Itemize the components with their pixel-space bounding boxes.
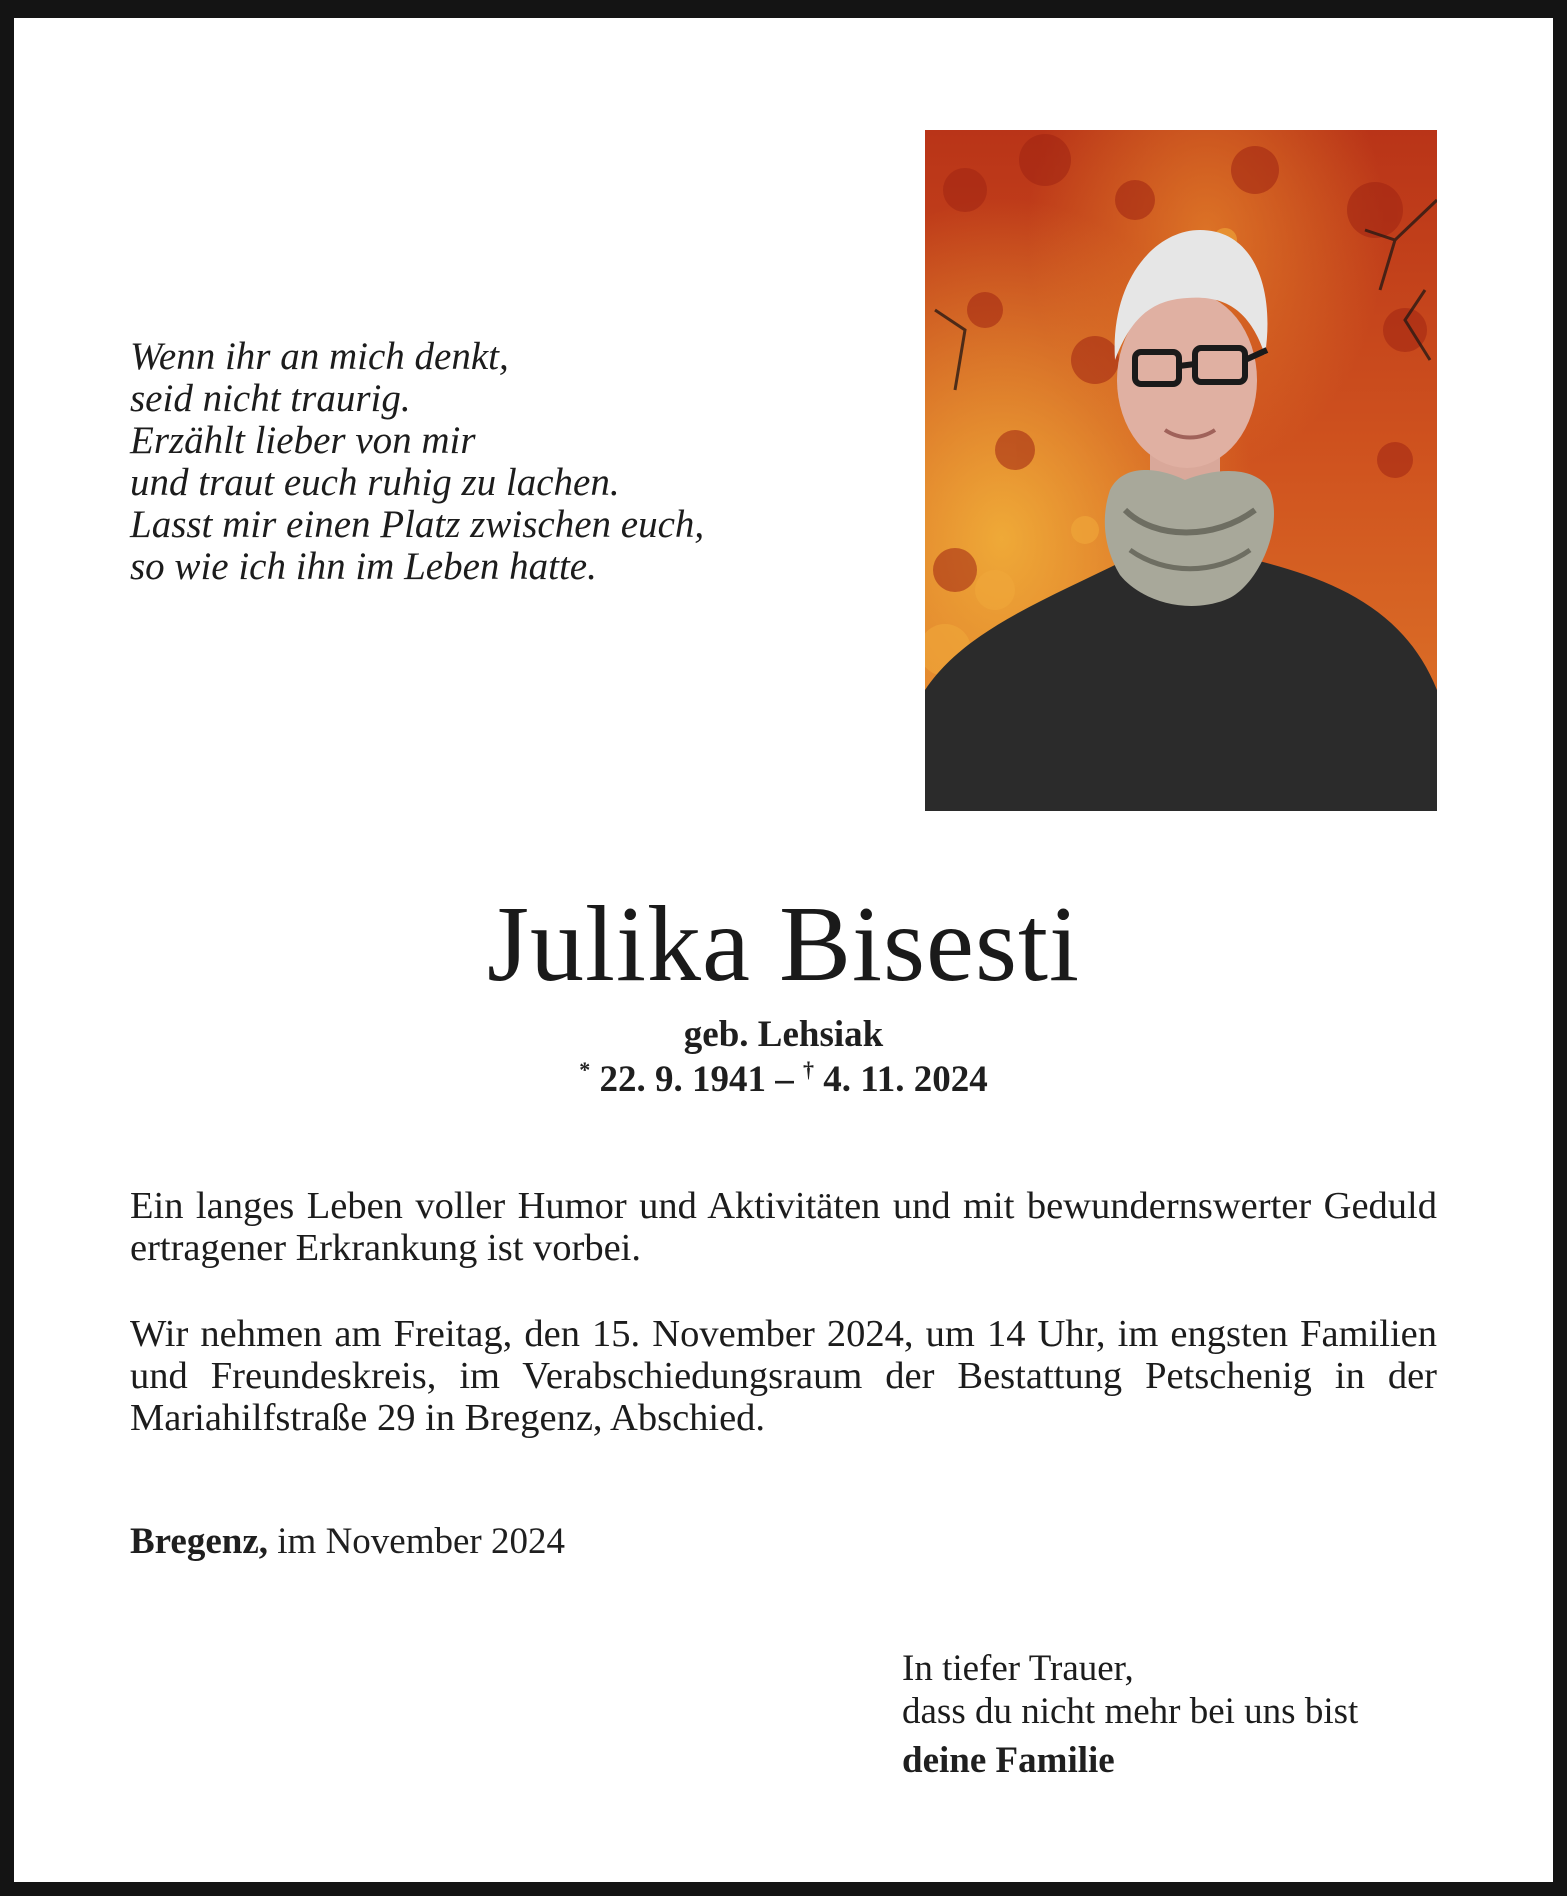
poem-line: so wie ich ihn im Leben hatte. — [130, 545, 597, 588]
portrait-photo-icon — [925, 130, 1437, 811]
deceased-name: Julika Bisesti — [486, 885, 1081, 1004]
poem-line: Lasst mir einen Platz zwischen euch, — [130, 503, 705, 546]
place-city: Bregenz, — [130, 1521, 269, 1562]
closing-line-1: In tiefer Trauer, — [902, 1648, 1134, 1689]
place-and-date — [130, 1520, 565, 1564]
date-separator: – — [766, 1059, 804, 1100]
death-symbol: † — [803, 1057, 815, 1082]
life-dates — [0, 1058, 1567, 1102]
birth-symbol: * — [579, 1057, 591, 1082]
poem — [130, 336, 704, 588]
birth-date: 22. 9. 1941 — [599, 1059, 767, 1100]
body-paragraph-2: Wir nehmen am Freitag, den 15. November 2024, um 14 Uhr, im engsten Familien und Freundeskreis, im Verabschiedungsraum der Bestattung Petschenig in der Mariahilfstraße 29 in Bregenz, Abschied. — [130, 1313, 1437, 1439]
place-date: im November 2024 — [268, 1521, 566, 1562]
portrait-photo — [925, 130, 1437, 811]
poem-line: Wenn ihr an mich denkt, — [130, 335, 509, 378]
signature: deine Familie — [902, 1740, 1115, 1781]
body-paragraph-1: Ein langes Leben voller Humor und Aktivitäten und mit bewundernswerter Geduld ertragener Erkrankung ist vorbei. — [130, 1185, 1437, 1269]
maiden-name: geb. Lehsiak — [683, 1014, 884, 1055]
poem-line: und traut euch ruhig zu lachen. — [130, 461, 620, 504]
closing-line-2: dass du nicht mehr bei uns bist — [902, 1691, 1359, 1732]
poem-line: seid nicht traurig. — [130, 377, 411, 420]
closing-text — [902, 1647, 1358, 1733]
poem-line: Erzählt lieber von mir — [130, 419, 476, 462]
death-date: 4. 11. 2024 — [823, 1059, 988, 1100]
